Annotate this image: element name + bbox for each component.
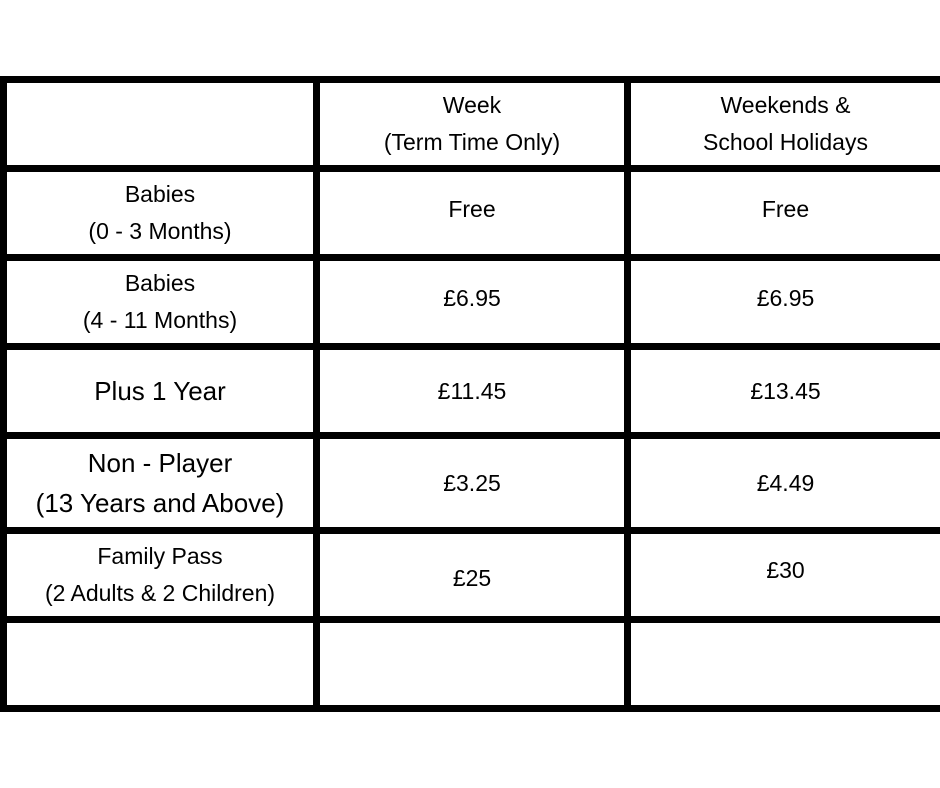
price-week <box>317 169 628 258</box>
price-weekend <box>628 436 940 531</box>
price-weekend <box>628 347 940 436</box>
header-weekends-subtitle: School Holidays <box>703 129 868 156</box>
price-weekend <box>628 258 940 347</box>
row-label-subtitle: (4 - 11 Months) <box>82 307 238 334</box>
price-value: £11.45 <box>437 377 507 404</box>
empty-cell <box>317 619 628 708</box>
row-label-family-pass <box>4 530 317 619</box>
price-value: £25 <box>452 565 492 592</box>
row-label-subtitle: (13 Years and Above) <box>35 488 285 519</box>
header-weekends-title: Weekends & <box>720 92 851 119</box>
row-label-title: Babies <box>124 181 196 208</box>
table-row <box>4 530 940 619</box>
price-value: £30 <box>766 557 805 584</box>
header-week-title: Week <box>442 92 502 119</box>
price-value: £6.95 <box>756 284 815 311</box>
price-table <box>0 76 940 712</box>
table-row <box>4 436 940 531</box>
empty-cell <box>628 619 940 708</box>
price-value: Free <box>448 195 496 222</box>
header-weekends <box>628 80 940 169</box>
price-value: £4.49 <box>756 469 815 496</box>
price-value: £13.45 <box>750 377 821 404</box>
row-label-plus-1-year <box>4 347 317 436</box>
row-label-title: Family Pass <box>97 542 223 569</box>
row-label-babies-0-3 <box>4 169 317 258</box>
row-label-subtitle: (0 - 3 Months) <box>88 218 232 245</box>
row-label-title: Babies <box>124 270 196 297</box>
row-label-non-player <box>4 436 317 531</box>
header-week-subtitle: (Term Time Only) <box>383 129 561 156</box>
row-label-title: Plus 1 Year <box>94 376 226 407</box>
price-week <box>317 530 628 619</box>
price-value: £3.25 <box>443 469 501 496</box>
price-weekend <box>628 169 940 258</box>
empty-cell <box>4 619 317 708</box>
row-label-title: Non - Player <box>87 448 233 479</box>
price-week <box>317 436 628 531</box>
price-week <box>317 258 628 347</box>
header-corner-cell <box>4 80 317 169</box>
row-label-subtitle: (2 Adults & 2 Children) <box>44 579 276 606</box>
price-value: £6.95 <box>443 284 501 311</box>
price-week <box>317 347 628 436</box>
table-row <box>4 258 940 347</box>
row-label-babies-4-11 <box>4 258 317 347</box>
table-header-row <box>4 80 940 169</box>
price-weekend <box>628 530 940 619</box>
table-row <box>4 347 940 436</box>
table-row <box>4 169 940 258</box>
table-row-empty <box>4 619 940 708</box>
price-value: Free <box>761 195 810 222</box>
header-week <box>317 80 628 169</box>
